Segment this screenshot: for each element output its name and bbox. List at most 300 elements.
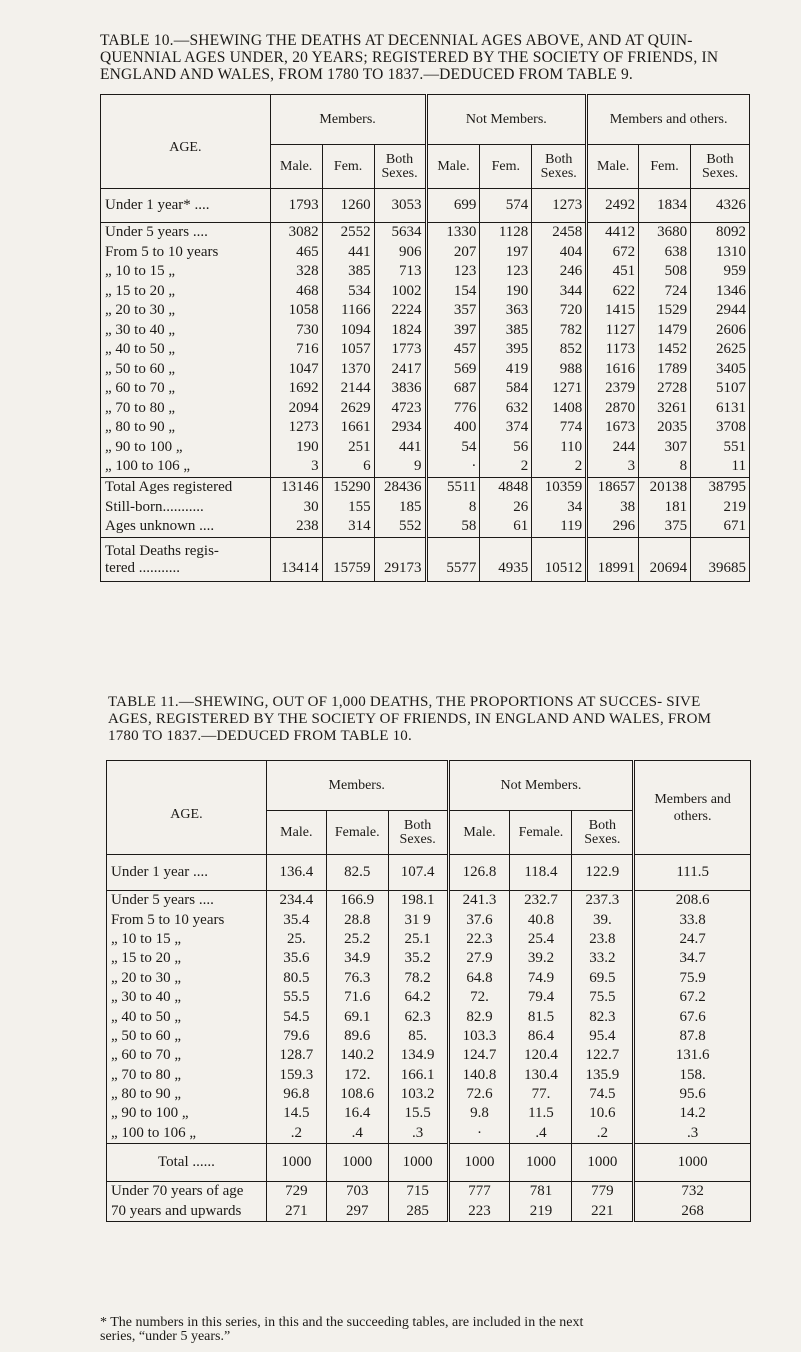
table-row (107, 891, 751, 911)
cell: 33.2 (572, 949, 634, 968)
cell: 1271 (532, 379, 587, 399)
cell: 28.8 (326, 910, 388, 929)
cell: 237.3 (572, 891, 634, 911)
cell: 10512 (532, 537, 587, 581)
cell: 1273 (532, 189, 587, 223)
cell: .3 (388, 1124, 448, 1144)
cell: .4 (510, 1124, 572, 1144)
cell: 75.9 (634, 969, 751, 988)
cell: 1793 (270, 189, 322, 223)
cell: 107.4 (388, 855, 448, 891)
cell: 103.2 (388, 1085, 448, 1104)
cell: 40.8 (510, 910, 572, 929)
cell: 451 (587, 262, 639, 282)
cell: 82.5 (326, 855, 388, 891)
cell: 15290 (322, 477, 374, 497)
cell: 87.8 (634, 1027, 751, 1046)
table-row (101, 497, 750, 517)
row-label: Total Ages registered (101, 477, 271, 497)
row-label: „ 10 to 15 „ (105, 263, 175, 280)
cell: 1529 (639, 301, 691, 321)
cell: 1047 (270, 360, 322, 380)
cell: 78.2 (388, 969, 448, 988)
table10-members-header: Members. (270, 95, 426, 145)
cell: 1415 (587, 301, 639, 321)
cell: 1000 (572, 1144, 634, 1182)
cell: 219 (691, 497, 750, 517)
cell: 622 (587, 282, 639, 302)
table-row-grand-total (101, 537, 750, 581)
table11 (106, 760, 751, 1222)
cell: 197 (480, 243, 532, 263)
cell: 20694 (639, 537, 691, 581)
cell: 441 (322, 243, 374, 263)
cell: .4 (326, 1124, 388, 1144)
cell: 96.8 (266, 1085, 326, 1104)
cell: 79.4 (510, 988, 572, 1007)
table-row (107, 1104, 751, 1123)
cell: 4412 (587, 223, 639, 243)
cell: 15759 (322, 537, 374, 581)
cell: 35.4 (266, 910, 326, 929)
cell: 1173 (587, 340, 639, 360)
cell: 1673 (587, 418, 639, 438)
cell: 119 (532, 517, 587, 537)
cell: 4848 (480, 477, 532, 497)
cell: 1000 (388, 1144, 448, 1182)
cell: 2870 (587, 399, 639, 419)
cell: 1058 (270, 301, 322, 321)
cell: 72.6 (448, 1085, 510, 1104)
cell: 208.6 (634, 891, 751, 911)
cell: 9 (374, 457, 426, 477)
row-label: „ 15 to 20 „ (105, 282, 175, 299)
cell: 1260 (322, 189, 374, 223)
cell: 5107 (691, 379, 750, 399)
table-row (101, 223, 750, 243)
cell: 67.6 (634, 1007, 751, 1026)
table11-sub-female: Female. (326, 811, 388, 855)
table-row (101, 282, 750, 302)
cell: 457 (426, 340, 480, 360)
cell: 76.3 (326, 969, 388, 988)
cell: 1330 (426, 223, 480, 243)
cell: 34.9 (326, 949, 388, 968)
cell: 246 (532, 262, 587, 282)
cell: 720 (532, 301, 587, 321)
cell: 419 (480, 360, 532, 380)
cell: 82.9 (448, 1007, 510, 1026)
cell: 86.4 (510, 1027, 572, 1046)
cell: 18657 (587, 477, 639, 497)
table10-sub-male: Male. (270, 145, 322, 189)
cell: 39685 (691, 537, 750, 581)
cell: 134.9 (388, 1046, 448, 1065)
table-row (101, 457, 750, 477)
cell: 671 (691, 517, 750, 537)
cell: 703 (326, 1182, 388, 1202)
cell: 959 (691, 262, 750, 282)
cell: 404 (532, 243, 587, 263)
cell: 207 (426, 243, 480, 263)
cell: 2625 (691, 340, 750, 360)
cell: 74.9 (510, 969, 572, 988)
cell: 4723 (374, 399, 426, 419)
cell: 185 (374, 497, 426, 517)
cell: 122.9 (572, 855, 634, 891)
cell: 713 (374, 262, 426, 282)
table11-caption (108, 694, 738, 745)
cell: 39. (572, 910, 634, 929)
cell: 29173 (374, 537, 426, 581)
cell: 2035 (639, 418, 691, 438)
cell: 14.2 (634, 1104, 751, 1123)
cell: 716 (270, 340, 322, 360)
row-label: „ 40 to 50 „ (111, 1008, 181, 1025)
cell: 11.5 (510, 1104, 572, 1123)
cell: 16.4 (326, 1104, 388, 1123)
cell: 375 (639, 517, 691, 537)
cell: 79.6 (266, 1027, 326, 1046)
cell: 130.4 (510, 1066, 572, 1085)
table-row (101, 517, 750, 537)
table-row (101, 243, 750, 263)
cell: 508 (639, 262, 691, 282)
table10-sub-fem: Fem. (480, 145, 532, 189)
table10-body (101, 223, 750, 478)
cell: 13414 (270, 537, 322, 581)
cell: 234.4 (266, 891, 326, 911)
cell: 172. (326, 1066, 388, 1085)
table-row (107, 1027, 751, 1046)
row-label: Under 1 year .... (107, 855, 267, 891)
cell: · (426, 457, 480, 477)
table10 (100, 94, 750, 582)
cell: 27.9 (448, 949, 510, 968)
cell: 385 (480, 321, 532, 341)
cell: 238 (270, 517, 322, 537)
cell: 71.6 (326, 988, 388, 1007)
cell: 34.7 (634, 949, 751, 968)
cell: 11 (691, 457, 750, 477)
table11-age-header: AGE. (107, 761, 267, 855)
cell: 30 (270, 497, 322, 517)
cell: 61 (480, 517, 532, 537)
cell: 687 (426, 379, 480, 399)
footnote (100, 1316, 750, 1344)
cell: 1057 (322, 340, 374, 360)
cell: 72. (448, 988, 510, 1007)
row-label: „ 30 to 40 „ (111, 989, 181, 1006)
cell: 136.4 (266, 855, 326, 891)
cell: 632 (480, 399, 532, 419)
cell: 1000 (448, 1144, 510, 1182)
table-row (101, 438, 750, 458)
table-row (107, 988, 751, 1007)
cell: 95.6 (634, 1085, 751, 1104)
cell: 13146 (270, 477, 322, 497)
cell: 774 (532, 418, 587, 438)
cell: 297 (326, 1202, 388, 1222)
table11-sub-both: Both Sexes. (572, 811, 634, 855)
cell: 122.7 (572, 1046, 634, 1065)
cell: 574 (480, 189, 532, 223)
cell: 2934 (374, 418, 426, 438)
cell: 39.2 (510, 949, 572, 968)
cell: 1000 (510, 1144, 572, 1182)
table-row (101, 399, 750, 419)
cell: 1692 (270, 379, 322, 399)
cell: 140.2 (326, 1046, 388, 1065)
cell: 3680 (639, 223, 691, 243)
table10-sub-both: Both Sexes. (691, 145, 750, 189)
cell: 400 (426, 418, 480, 438)
cell: 81.5 (510, 1007, 572, 1026)
table-row (101, 321, 750, 341)
table10-sub-fem: Fem. (639, 145, 691, 189)
row-label: From 5 to 10 years (111, 911, 225, 928)
cell: 251 (322, 438, 374, 458)
cell: 2417 (374, 360, 426, 380)
cell: 120.4 (510, 1046, 572, 1065)
cell: 3 (587, 457, 639, 477)
cell: 232.7 (510, 891, 572, 911)
cell: 25. (266, 930, 326, 949)
row-label: „ 30 to 40 „ (105, 321, 175, 338)
cell: .2 (572, 1124, 634, 1144)
cell: 25.2 (326, 930, 388, 949)
cell: 64.2 (388, 988, 448, 1007)
cell: 1789 (639, 360, 691, 380)
cell: 158. (634, 1066, 751, 1085)
cell: 110 (532, 438, 587, 458)
cell: 108.6 (326, 1085, 388, 1104)
table-row (107, 1085, 751, 1104)
table-row (101, 301, 750, 321)
cell: 2144 (322, 379, 374, 399)
cell: 166.1 (388, 1066, 448, 1085)
cell: 285 (388, 1202, 448, 1222)
cell: 268 (634, 1202, 751, 1222)
table11-sub-female: Female. (510, 811, 572, 855)
table-row (101, 189, 750, 223)
cell: 729 (266, 1182, 326, 1202)
cell: 1370 (322, 360, 374, 380)
row-label: Under 1 year* .... (101, 189, 271, 223)
cell: 95.4 (572, 1027, 634, 1046)
cell: 465 (270, 243, 322, 263)
table11-sub-male: Male. (448, 811, 510, 855)
cell: 1000 (634, 1144, 751, 1182)
table11-sub-male: Male. (266, 811, 326, 855)
cell: 38 (587, 497, 639, 517)
cell: 219 (510, 1202, 572, 1222)
cell: 55.5 (266, 988, 326, 1007)
row-label: Total Deaths regis- (105, 542, 219, 559)
cell: 62.3 (388, 1007, 448, 1026)
footnote-line-2: series, “under 5 years.” (100, 1329, 231, 1344)
cell: 221 (572, 1202, 634, 1222)
row-label: Under 5 years .... (111, 892, 214, 909)
cell: 534 (322, 282, 374, 302)
cell: 3053 (374, 189, 426, 223)
cell: 363 (480, 301, 532, 321)
cell: 1661 (322, 418, 374, 438)
cell: 1479 (639, 321, 691, 341)
row-label: „ 100 to 106 „ (111, 1124, 196, 1141)
cell: 441 (374, 438, 426, 458)
cell: 2458 (532, 223, 587, 243)
cell: 3708 (691, 418, 750, 438)
cell: 1824 (374, 321, 426, 341)
cell: 271 (266, 1202, 326, 1222)
cell: 1128 (480, 223, 532, 243)
footnote-line-1: * The numbers in this series, in this and the succeeding tables, are included in the next (100, 1315, 584, 1330)
cell: 988 (532, 360, 587, 380)
cell: 69.5 (572, 969, 634, 988)
cell: 58 (426, 517, 480, 537)
row-label: Under 5 years .... (105, 224, 208, 241)
cell: 2606 (691, 321, 750, 341)
cell: 241.3 (448, 891, 510, 911)
cell: 2379 (587, 379, 639, 399)
cell: 779 (572, 1182, 634, 1202)
cell: 54.5 (266, 1007, 326, 1026)
cell: 28436 (374, 477, 426, 497)
table11-body (107, 891, 751, 1144)
cell: 4326 (691, 189, 750, 223)
cell: 1127 (587, 321, 639, 341)
cell: 37.6 (448, 910, 510, 929)
cell: 103.3 (448, 1027, 510, 1046)
table10-sub-fem: Fem. (322, 145, 374, 189)
cell: 23.8 (572, 930, 634, 949)
table-row (107, 910, 751, 929)
table10-age-header: AGE. (101, 95, 271, 189)
cell: 1616 (587, 360, 639, 380)
cell: 1273 (270, 418, 322, 438)
table-row (107, 1066, 751, 1085)
row-label: From 5 to 10 years (105, 243, 219, 260)
cell: 385 (322, 262, 374, 282)
cell: 357 (426, 301, 480, 321)
cell: 296 (587, 517, 639, 537)
cell: .3 (634, 1124, 751, 1144)
cell: 6 (322, 457, 374, 477)
row-label: „ 60 to 70 „ (105, 380, 175, 397)
cell: 715 (388, 1182, 448, 1202)
cell: · (448, 1124, 510, 1144)
table10-totals (101, 477, 750, 537)
table-row (101, 360, 750, 380)
table10-caption (100, 32, 740, 83)
cell: 34 (532, 497, 587, 517)
cell: 190 (270, 438, 322, 458)
cell: 584 (480, 379, 532, 399)
cell: 344 (532, 282, 587, 302)
cell: 111.5 (634, 855, 751, 891)
table11-sub-both: Both Sexes. (388, 811, 448, 855)
cell: 155 (322, 497, 374, 517)
cell: 2094 (270, 399, 322, 419)
row-label: „ 20 to 30 „ (111, 969, 181, 986)
table-row (107, 1182, 751, 1202)
cell: 5634 (374, 223, 426, 243)
cell: 89.6 (326, 1027, 388, 1046)
row-label: „ 10 to 15 „ (111, 930, 181, 947)
row-label: „ 80 to 90 „ (111, 1086, 181, 1103)
cell: 25.4 (510, 930, 572, 949)
cell: 69.1 (326, 1007, 388, 1026)
cell: 1166 (322, 301, 374, 321)
cell: 35.6 (266, 949, 326, 968)
row-label: „ 60 to 70 „ (111, 1047, 181, 1064)
cell: 223 (448, 1202, 510, 1222)
row-label: 70 years and upwards (111, 1202, 242, 1219)
cell: 730 (270, 321, 322, 341)
cell: 374 (480, 418, 532, 438)
table10-not-members-header: Not Members. (426, 95, 587, 145)
table11-members-header: Members. (266, 761, 448, 811)
cell: 672 (587, 243, 639, 263)
cell: 126.8 (448, 855, 510, 891)
cell: 6131 (691, 399, 750, 419)
table10-sub-male: Male. (426, 145, 480, 189)
cell: 33.8 (634, 910, 751, 929)
table-row (107, 949, 751, 968)
cell: 397 (426, 321, 480, 341)
cell: 54 (426, 438, 480, 458)
cell: 18991 (587, 537, 639, 581)
table10-sub-both: Both Sexes. (532, 145, 587, 189)
cell: 1346 (691, 282, 750, 302)
cell: 724 (639, 282, 691, 302)
table-row (107, 1202, 751, 1222)
cell: 569 (426, 360, 480, 380)
cell: 776 (426, 399, 480, 419)
table-row (107, 1046, 751, 1065)
cell: 781 (510, 1182, 572, 1202)
cell: 198.1 (388, 891, 448, 911)
cell: 395 (480, 340, 532, 360)
cell: 20138 (639, 477, 691, 497)
cell: 5577 (426, 537, 480, 581)
cell: 118.4 (510, 855, 572, 891)
cell: 2492 (587, 189, 639, 223)
cell: 732 (634, 1182, 751, 1202)
cell: 3405 (691, 360, 750, 380)
cell: 128.7 (266, 1046, 326, 1065)
cell: 2 (532, 457, 587, 477)
cell: 64.8 (448, 969, 510, 988)
cell: 2944 (691, 301, 750, 321)
cell: 307 (639, 438, 691, 458)
cell: 1094 (322, 321, 374, 341)
cell: 328 (270, 262, 322, 282)
row-label: „ 70 to 80 „ (105, 399, 175, 416)
row-label: „ 90 to 100 „ (105, 438, 183, 455)
cell: 14.5 (266, 1104, 326, 1123)
cell: 852 (532, 340, 587, 360)
table10-sub-male: Male. (587, 145, 639, 189)
cell: 80.5 (266, 969, 326, 988)
cell: 1408 (532, 399, 587, 419)
cell: 2629 (322, 399, 374, 419)
row-label: tered ........... (105, 559, 180, 576)
cell: 123 (480, 262, 532, 282)
table-row (107, 930, 751, 949)
table11-caption-rest: SIVE AGES, REGISTERED BY THE SOCIETY OF FRIENDS, IN ENGLAND AND WALES, FROM 1780 TO 1837.—DEDUCED FROM TABLE 10. (108, 694, 712, 744)
